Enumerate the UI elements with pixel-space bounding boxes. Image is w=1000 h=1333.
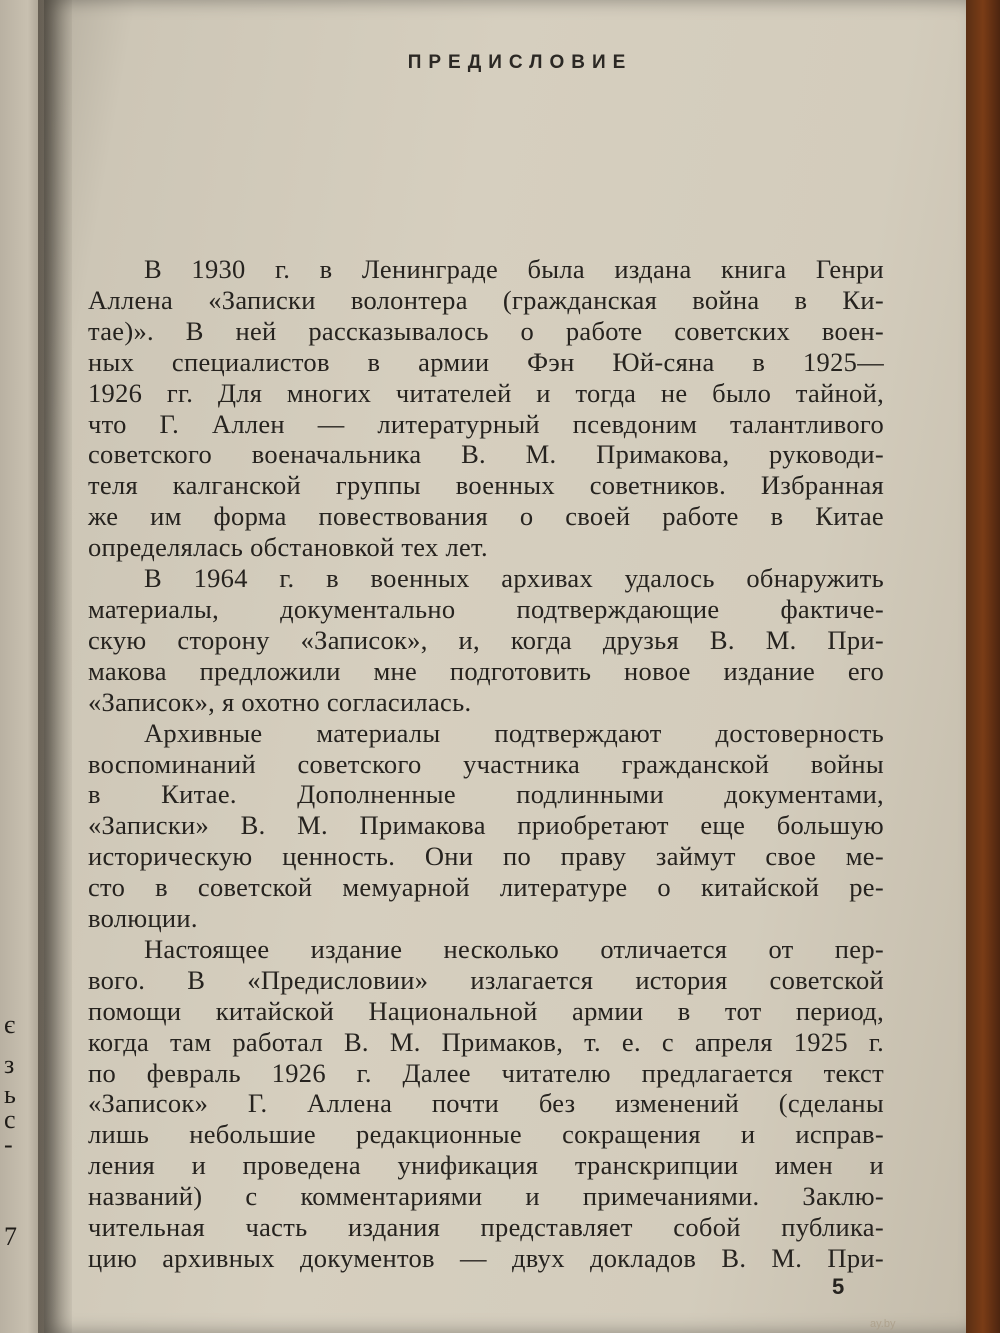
text-line: «Записки» В. М. Примакова приобретают еще большую [88,810,884,841]
watermark: ay.by [870,1318,896,1330]
text-line: сто в советской мемуарной литературе о китайской ре- [88,872,884,903]
paragraph [88,563,884,718]
text-line: ных специалистов в армии Фэн Юй-сяна в 1925— [88,346,884,377]
text-line: цию архивных документов — двух докладов В. М. При- [88,1243,884,1273]
page-number: 5 [832,1274,845,1299]
edge-char: 7 [4,1222,17,1251]
text-line: «Записок», я охотно согласилась. [88,686,472,717]
text-line: лишь небольшие редакционные сокращения и исправ- [88,1119,884,1150]
text-line: волюции. [88,903,198,934]
text-line: по февраль 1926 г. Далее читателю предлагается текст [88,1057,884,1088]
text-line: ления и проведена унификация транскрипции имен и [88,1150,884,1181]
paragraph [88,718,884,934]
text-line: В 1964 г. в военных архивах удалось обнаружить [144,563,884,594]
edge-char: с [4,1105,16,1134]
edge-char: є [4,1010,16,1039]
chapter-heading: ПРЕДИСЛОВИЕ [407,52,633,73]
text-line: «Записок» Г. Аллена почти без изменений (сделаны [88,1088,884,1119]
text-line: когда там работал В. М. Примаков, т. е. с апреля 1925 г. [88,1026,884,1057]
text-line: что Г. Аллен — литературный псевдоним талантливого [88,408,884,439]
paragraph [88,254,884,563]
body-text [88,254,884,1274]
text-line: же им форма повествования о своей работе в Китае [88,501,884,532]
text-line: определялась обстановкой тех лет. [88,532,488,563]
text-line: помощи китайской Национальной армии в тот период, [88,995,884,1026]
paragraph [88,934,884,1274]
edge-char: з [4,1050,15,1079]
text-line: чительная часть издания представляет собой публика- [88,1212,884,1243]
page-gutter-shadow [38,0,72,1333]
edge-char: ь [4,1080,16,1109]
text-line: теля калганской группы военных советников. Избранная [88,470,884,501]
text-line: макова предложили мне подготовить новое издание его [88,655,884,686]
text-line: Аллена «Записки волонтера (гражданская война в Ки- [88,284,884,315]
text-line: вого. В «Предисловии» излагается история советской [88,964,884,995]
text-line: скую сторону «Записок», и, когда друзья В. М. При- [88,624,884,655]
text-line: материалы, документально подтверждающие фактиче- [88,593,884,624]
text-line: Архивные материалы подтверждают достоверность [144,717,884,748]
text-line: тае)». В ней рассказывалось о работе советских воен- [88,315,884,346]
text-line: историческую ценность. Они по праву займут свое ме- [88,841,884,872]
text-line: Настоящее издание несколько отличается от пер- [144,933,884,964]
text-line: советского военачальника В. М. Примакова, руководи- [88,439,884,470]
text-line: В 1930 г. в Ленинграде была издана книга Генри [144,254,884,284]
text-line: в Китае. Дополненные подлинными документами, [88,779,884,810]
desk-background [966,0,1000,1333]
text-line: названий) с комментариями и примечаниями. Заклю- [88,1181,884,1212]
text-line: воспоминаний советского участника гражданской войны [88,748,884,779]
edge-char: - [4,1130,13,1159]
text-line: 1926 гг. Для многих читателей и тогда не было тайной, [88,377,884,408]
